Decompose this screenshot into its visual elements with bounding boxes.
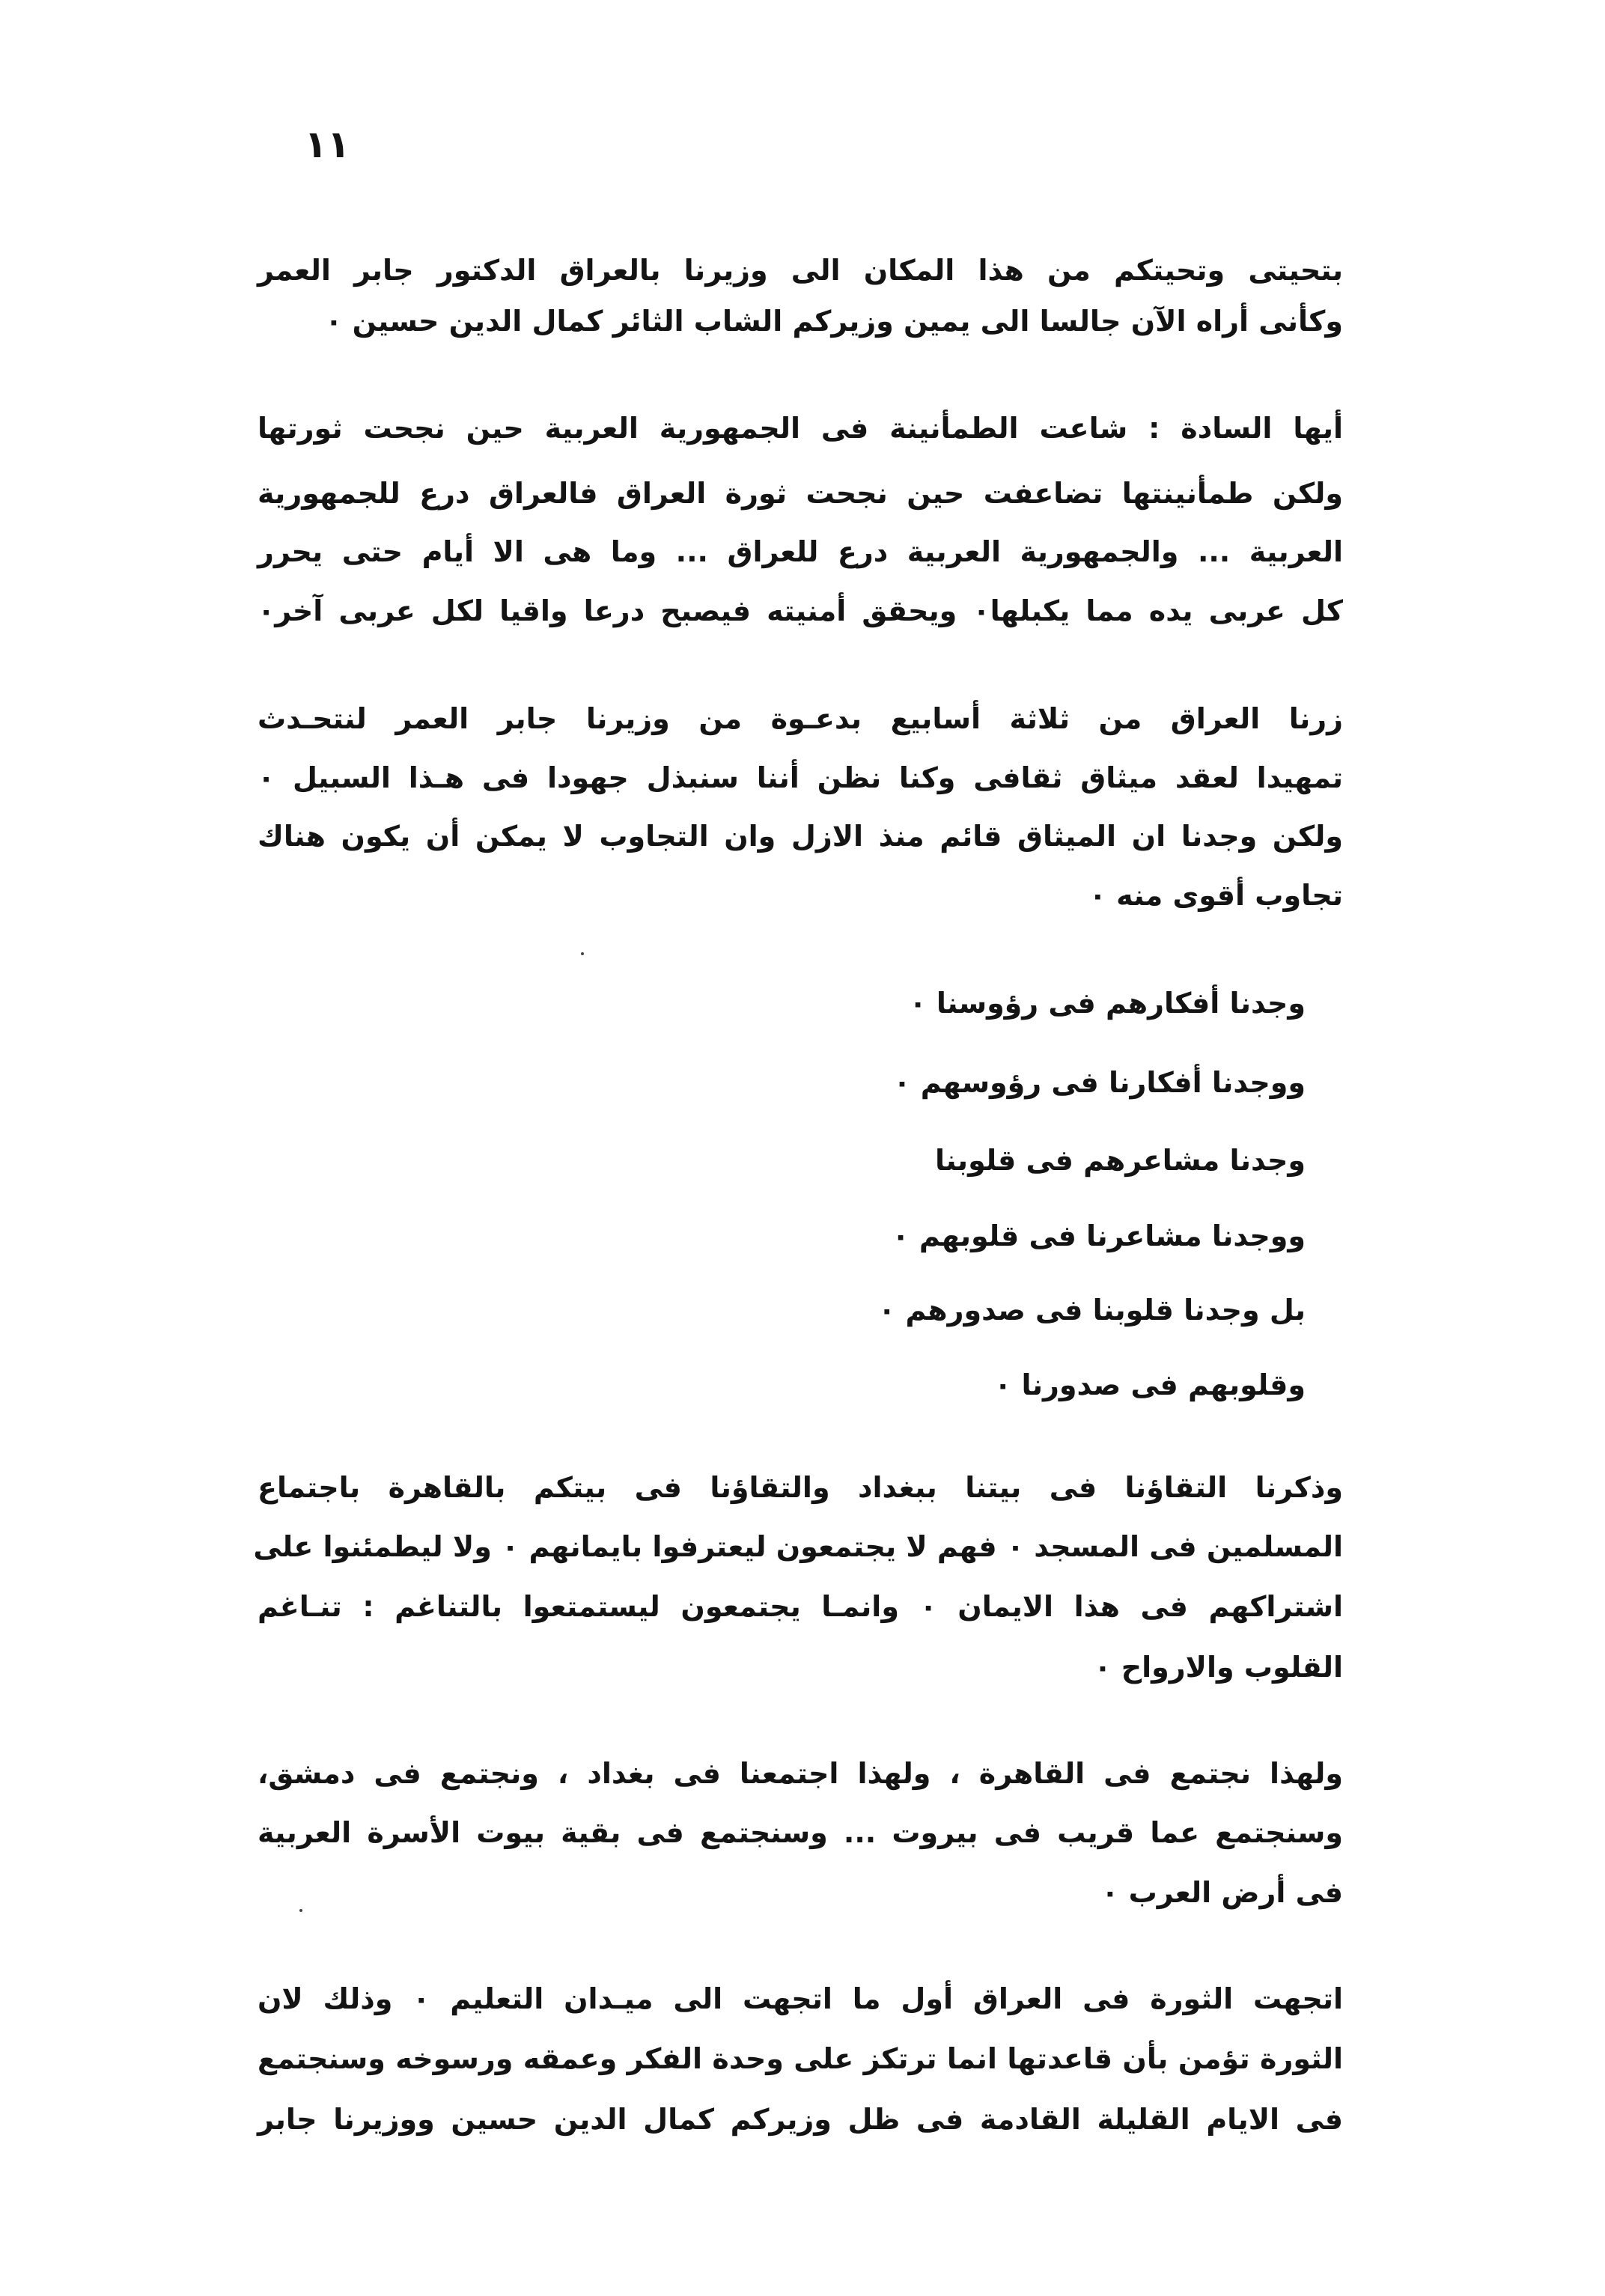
text-line: اشتراكهم فى هذا الايمان ٠ وانمـا يجتمعون ليستمتعوا بالتناغم : تنـاغم xyxy=(258,1590,1343,1623)
text-line: كل عربى يده مما يكبلها٠ ويحقق أمنيته فيصبح درعا واقيا لكل عربى آخر٠ xyxy=(258,594,1344,627)
page-number: ١١ xyxy=(304,123,350,166)
text-line: فى الايام القليلة القادمة فى ظل وزيركم كمال الدين حسين ووزيرنا جابر xyxy=(258,2103,1343,2136)
text-line: ولكن طمأنينتها تضاعفت حين نجحت ثورة العراق فالعراق درع للجمهورية xyxy=(258,477,1343,510)
scan-speck xyxy=(581,952,584,955)
scan-speck xyxy=(299,1909,302,1912)
text-line: وسنجتمع عما قريب فى بيروت ... وسنجتمع فى بقية بيوت الأسرة العربية xyxy=(258,1816,1343,1849)
text-line: تجاوب أقوى منه ٠ xyxy=(1088,879,1343,912)
text-line: المسلمين فى المسجد ٠ فهم لا يجتمعون ليعترفوا بايمانهم ٠ ولا ليطمئنوا على xyxy=(253,1530,1343,1563)
verse-line: وقلوبهم فى صدورنا ٠ xyxy=(994,1368,1306,1401)
text-line: زرنا العراق من ثلاثة أسابيع بدعـوة من وزيرنا جابر العمر لنتحـدث xyxy=(258,702,1343,735)
verse-line: ووجدنا أفكارنا فى رؤوسهم ٠ xyxy=(893,1066,1306,1099)
text-line: بتحيتى وتحيتكم من هذا المكان الى وزيرنا بالعراق الدكتور جابر العمر xyxy=(258,254,1343,287)
text-line: القلوب والارواح ٠ xyxy=(1094,1651,1343,1684)
verse-line: وجدنا مشاعرهم فى قلوبنا xyxy=(935,1144,1306,1177)
verse-line: ووجدنا مشاعرنا فى قلوبهم ٠ xyxy=(892,1219,1306,1252)
text-line: فى أرض العرب ٠ xyxy=(1101,1876,1343,1909)
text-line: وكأنى أراه الآن جالسا الى يمين وزيركم الشاب الثائر كمال الدين حسين ٠ xyxy=(325,305,1343,338)
text-line: تمهيدا لعقد ميثاق ثقافى وكنا نظن أننا سنبذل جهودا فى هـذا السبيل ٠ xyxy=(258,761,1343,794)
text-line: الثورة تؤمن بأن قاعدتها انما ترتكز على وحدة الفكر وعمقه ورسوخه وسنجتمع xyxy=(258,2042,1343,2075)
text-line: العربية ... والجمهورية العربية درع للعراق ... وما هى الا أيام حتى يحرر xyxy=(258,535,1343,568)
verse-line: بل وجدنا قلوبنا فى صدورهم ٠ xyxy=(878,1294,1306,1327)
text-line: اتجهت الثورة فى العراق أول ما اتجهت الى ميـدان التعليم ٠ وذلك لان xyxy=(258,1982,1343,2015)
text-line: وذكرنا التقاؤنا فى بيتنا ببغداد والتقاؤنا فى بيتكم بالقاهرة باجتماع xyxy=(258,1471,1343,1504)
text-line: أيها السادة : شاعت الطمأنينة فى الجمهورية العربية حين نجحت ثورتها xyxy=(258,412,1343,445)
verse-line: وجدنا أفكارهم فى رؤوسنا ٠ xyxy=(909,987,1306,1020)
text-line: ولكن وجدنا ان الميثاق قائم منذ الازل وان التجاوب لا يمكن أن يكون هناك xyxy=(258,820,1343,853)
text-line: ولهذا نجتمع فى القاهرة ، ولهذا اجتمعنا فى بغداد ، ونجتمع فى دمشق، xyxy=(258,1757,1343,1790)
